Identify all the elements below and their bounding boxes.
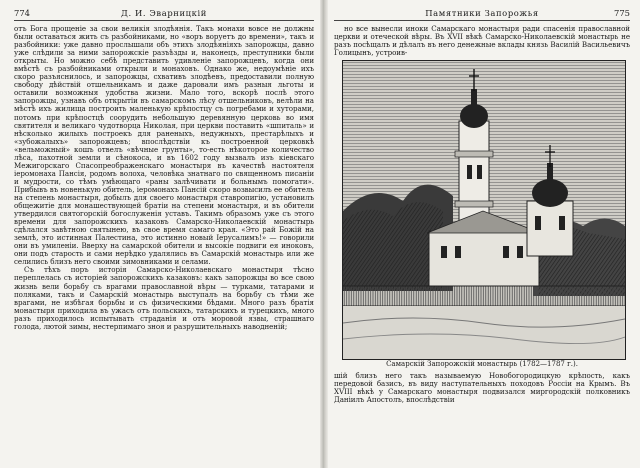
right-page (334, 6, 630, 464)
left-running-header (14, 6, 314, 21)
right-paragraph-top: но все вынесли иноки Самарскаго монастыря ради спасенія православной церкви и отеческой вѣры. Въ XVII вѣкѣ Самарско-Николаевскій монастырь не разъ посѣщалъ и дѣлалъ въ него денежные вклады князь Василій Васильевичъ Голицынъ, устроив- (334, 24, 630, 58)
right-paragraph-bottom: шій близъ него такъ называемую Новобогородицкую крѣпость, какъ передовой базисъ, въ виду наступательныхъ походовъ Россіи на Крымъ. Въ XVIII вѣкѣ у Самарскаго монастыря подвизался миргородскій полковникъ Даніилъ Апостолъ, впослѣдствіи (334, 371, 630, 405)
left-page (14, 6, 314, 464)
left-page-number: 774 (14, 8, 30, 18)
left-body-text (14, 25, 314, 331)
monastery-engraving (342, 60, 626, 360)
left-paragraph-2: Съ тѣхъ поръ исторія Самарско-Николаевскаго монастыря тѣсно переплелась съ исторіей запорожскихъ казаковъ: какъ запорожцы во все свою жизнь вели борьбу съ врагами православной вѣры — турками, татарами и поляками, такъ и Самарскій монастырь выступалъ на борьбу съ тѣми же врагами, не избѣгая борьбы и съ физическими бѣдами. Много разъ братія монастыря приходила въ ужасъ отъ польскихъ, татарскихъ и турецкихъ, много разъ приходилось испытывать страданія и отъ моровой язвы, страшнаго голода, лютой зимы, нестерпимаго зноя и разрушительныхъ наводненій; (14, 265, 314, 331)
book-gutter (320, 0, 328, 468)
right-page-number: 775 (614, 8, 630, 18)
figure-caption: Самарскій Запорожскій монастырь (1782—1787 г.). (386, 360, 578, 369)
left-paragraph-1: отъ Бога прощеніе за свои великія злодѣянія. Такъ монахи вовсе не должны были оставаться жить съ разбойниками, но «воръ воруетъ до времени», такъ и разбойники: уже давно прослышали объ этихъ злодѣяніяхъ запорожцы, давно уже слѣдили за ними запорожскіе разъѣзды и, наконецъ, преступники были открыты. Но можно себѣ представить удивленіе запорожцевъ, когда они вмѣстѣ съ разбойниками открыли и монаховъ. Однако же, недоумѣніе ихъ скоро разъяснилось, и запорожцы, схвативъ злодѣевъ, предоставили полную свободу дѣйствій отшельникамъ и даже даровали имъ разныя льготы и оставили возможныя удобства жизни. Мало того, вскорѣ послѣ этого запорожцы, узнавъ объ открытіи въ самарскомъ лѣсу отшельниковъ, велѣли на мѣстѣ ихъ жилища построить маленькую крѣпостцу съ погребами и хуторами, потомъ при крѣпостцѣ соорудить небольшую деревянную церковь во имя святителя и великаго чудотворца Николая, при церкви поставить «шпиталь» и нѣсколько жилыхъ построекъ для раненыхъ, недужныхъ, престарѣлыхъ и «зубожалыхъ» запорожцевъ; впослѣдствіи къ построенной церковкѣ «вельможный» кошъ отвелъ «вѣчные грунты», то-есть нѣкоторое количество лѣса, пахотной земли и сѣнокоса, и въ 1602 году вызвалъ изъ кіевскаго Межигорскаго Спасопреображенскаго монастыря въ качествѣ настоятеля іеромонаха Пансія, родомъ волоха, человѣка знатнаго по священномъ писаніи и мудрости, со тѣмъ умѣющаго «раны залѣчивати и больнымъ помогати». Прибывъ въ новенькую обитель, іеромонахъ Пансій скоро возвысилъ ее обитель на степень монастыря, добылъ для своего монастыря ставропигію, установилъ общежитіе для монашествующей братіи на степени монастыря, и въ обители утвердился святогорскій богослуженія уставъ. Такимъ образомъ уже съ этого времени для запорожскихъ казаковъ Самарско-Николаевскій монастырь сдѣлался завѣтною святынею, въ свое время самаго края. «Это рай Божій на землѣ, это истинная Палестина, это истинно новый Іерусалимъ!» — говорили они въ умиленіи. Вверху на самарской обители и высокіе подвиги ея иноковъ, они подъ старость и сами нерѣдко удалялись въ Самарскій монастырь или же селились близъ него своими зимовниками и селами. (14, 24, 314, 267)
monastery-figure (334, 60, 630, 370)
right-running-title: Памятники Запорожья (425, 8, 539, 18)
right-running-header (334, 6, 630, 21)
right-bottom-text (334, 372, 630, 404)
left-running-title: Д. И. Эварницкій (121, 8, 207, 18)
right-top-text (334, 25, 630, 57)
